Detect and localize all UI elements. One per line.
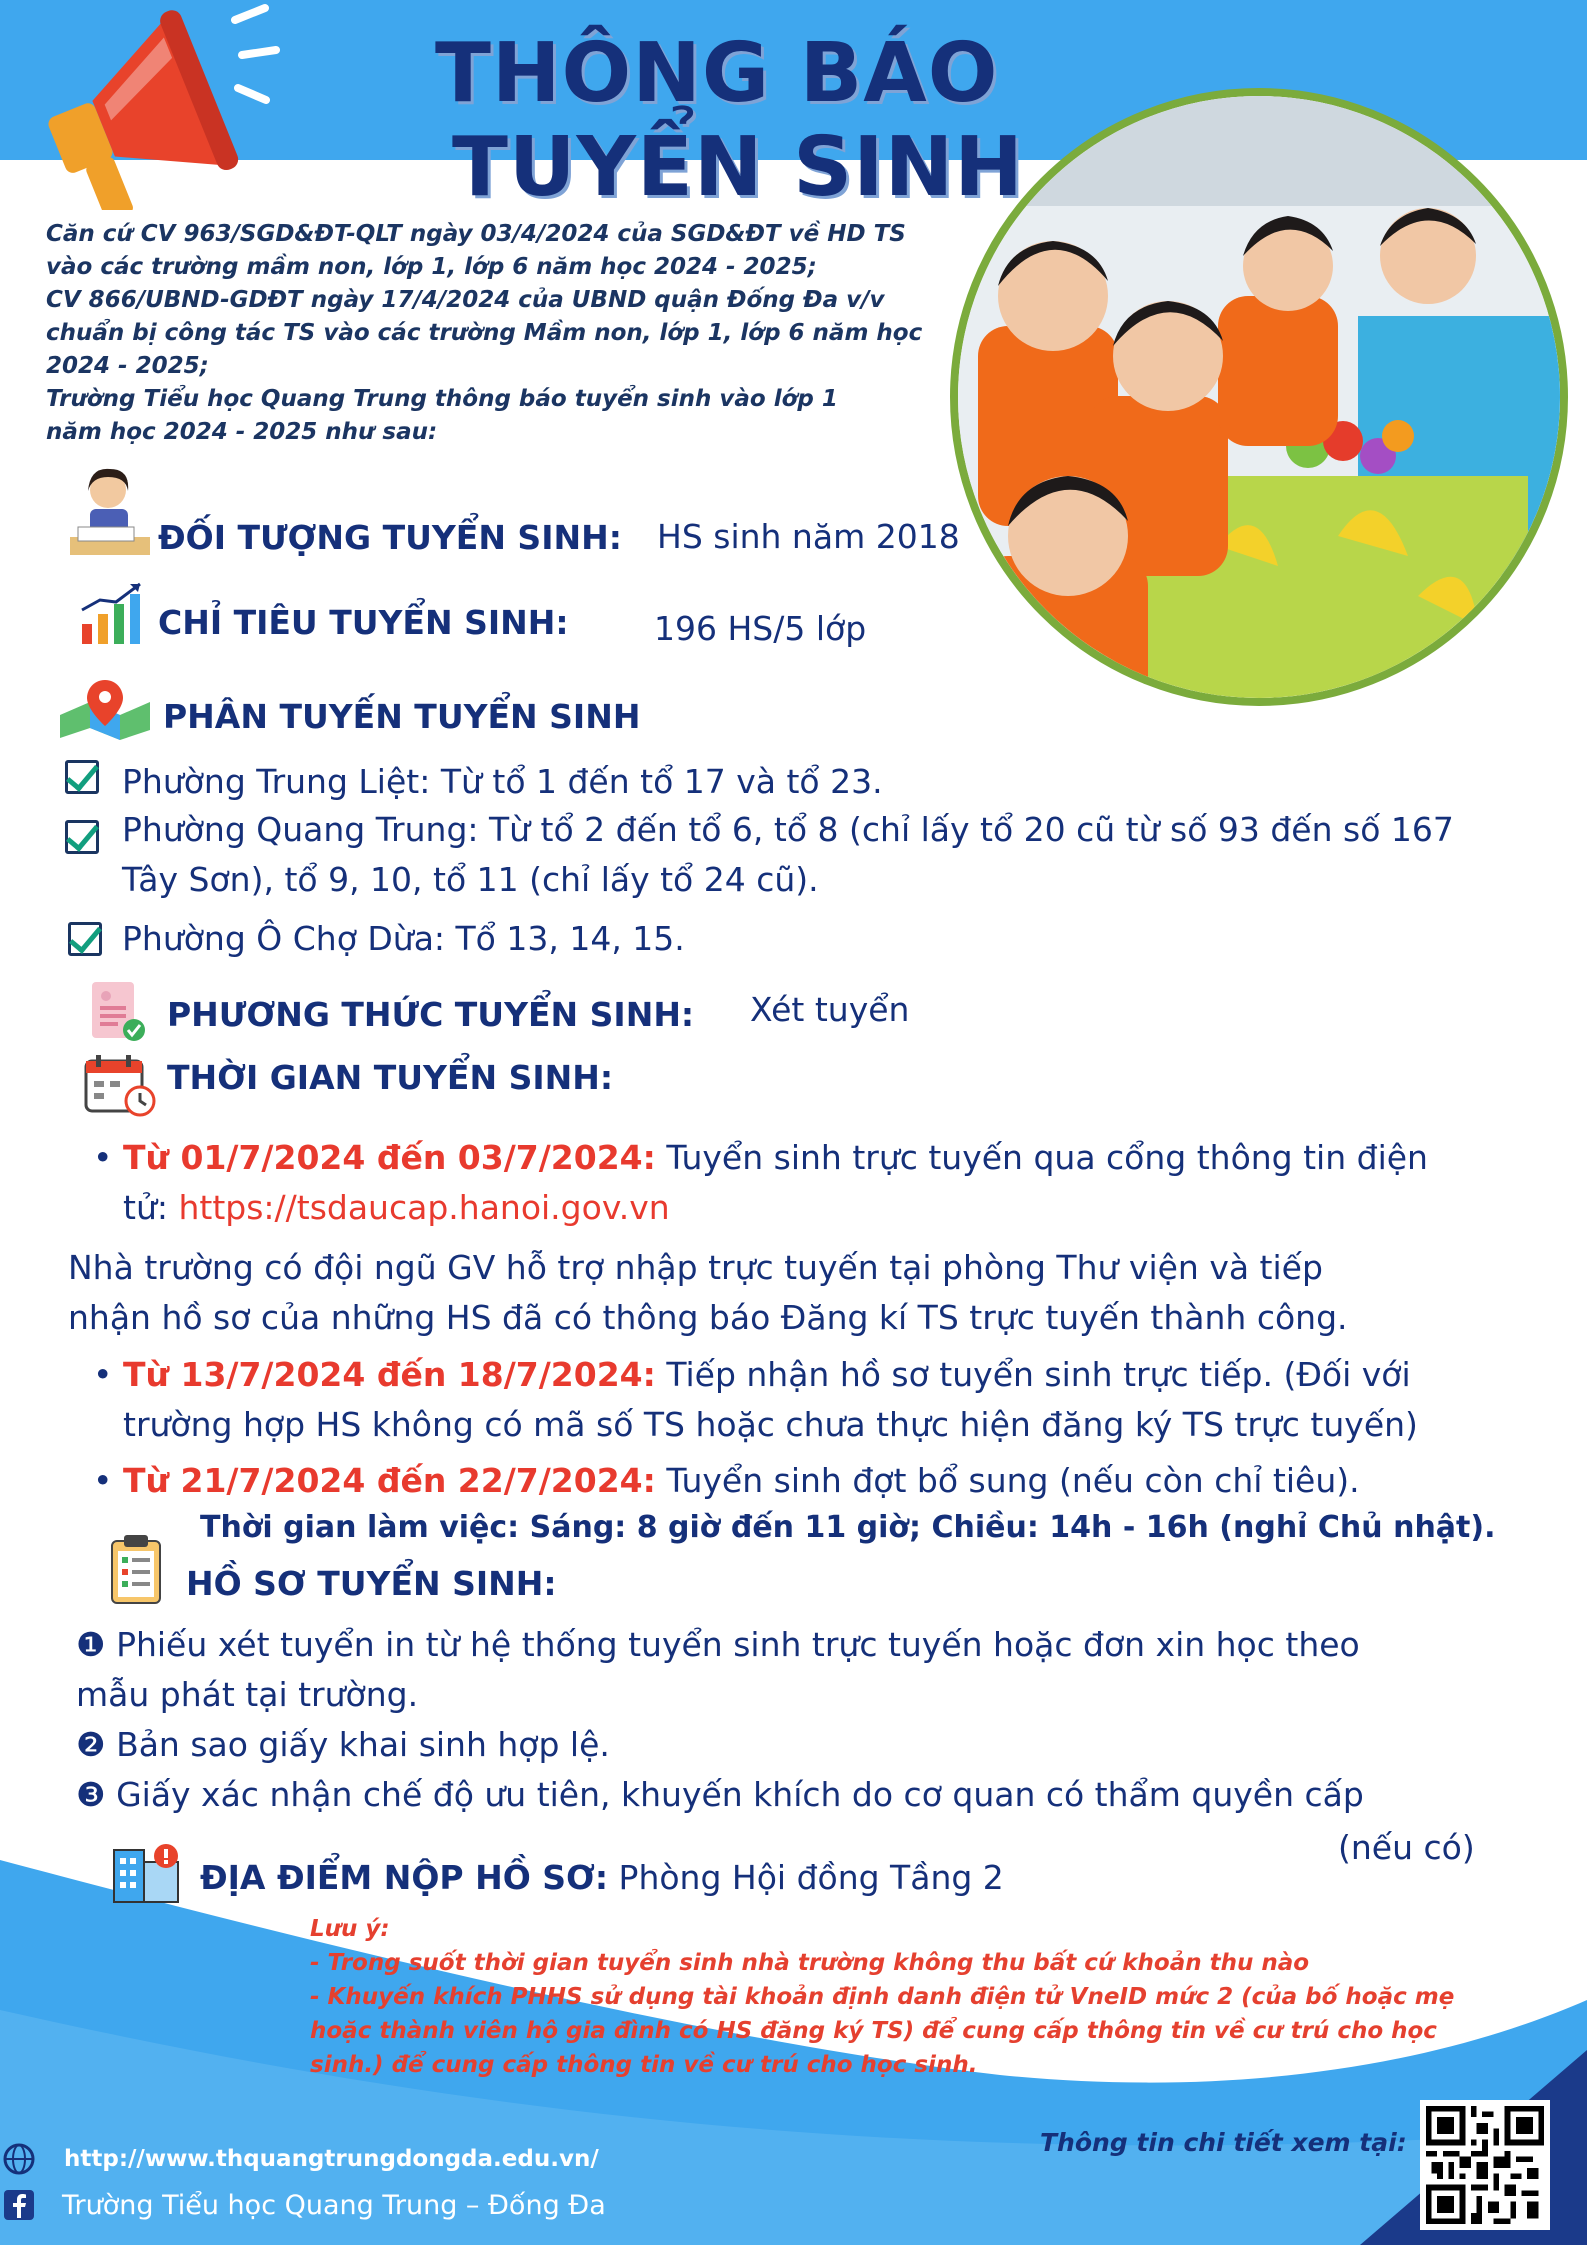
qr-code[interactable] (1420, 2100, 1550, 2230)
calendar-clock-icon (84, 1055, 156, 1117)
students-photo (950, 88, 1568, 706)
checklist-document-icon (90, 980, 146, 1042)
note-line-4: sinh.) để cung cấp thông tin về cư trú cho học sinh. (310, 2052, 978, 2078)
phuong-thuc-label: PHƯƠNG THỨC TUYỂN SINH: (167, 995, 695, 1034)
chi-tieu-value: 196 HS/5 lớp (654, 609, 867, 648)
phan-tuyen-item-1: Phường Trung Liệt: Từ tổ 1 đến tổ 17 và tổ 23. (122, 762, 883, 801)
dia-diem-value: Phòng Hội đồng Tầng 2 (608, 1858, 1004, 1897)
note-line-3: hoặc thành viên hộ gia đình có HS đăng ký TS) để cung cấp thông tin về cư trú cho học (310, 2018, 1437, 2044)
support-paragraph (68, 1243, 1548, 1343)
bar-chart-icon (78, 580, 146, 648)
ho-so-item-3-suffix: (nếu có) (1338, 1828, 1475, 1867)
check-icon (68, 922, 102, 956)
timeline-item-3 (123, 1456, 1563, 1506)
megaphone-icon (20, 0, 280, 210)
support-line-2: nhận hồ sơ của những HS đã có thông báo Đăng kí TS trực tuyến thành công. (68, 1298, 1348, 1337)
phan-tuyen-item-2-line1: Phường Quang Trung: Từ tổ 2 đến tổ 6, tổ 8 (chỉ lấy tổ 20 cũ từ số 93 đến số 167 (122, 810, 1454, 849)
ho-so-item-1-line2: mẫu phát tại trường. (76, 1675, 419, 1714)
timeline-text-2: Tiếp nhận hồ sơ tuyển sinh trực tiếp. (Đối với (655, 1355, 1411, 1394)
timeline-date-3: Từ 21/7/2024 đến 22/7/2024: (123, 1461, 656, 1500)
intro-text (46, 218, 986, 449)
timeline-prefix-1: tử: (123, 1188, 179, 1227)
intro-line: Căn cứ CV 963/SGD&ĐT-QLT ngày 03/4/2024 của SGD&ĐT về HD TS (46, 221, 906, 247)
facebook-icon (4, 2190, 34, 2220)
intro-line: Trường Tiểu học Quang Trung thông báo tuyển sinh vào lớp 1 (46, 386, 838, 412)
phan-tuyen-item-3: Phường Ô Chợ Dừa: Tổ 13, 14, 15. (122, 919, 685, 958)
detail-info-label: Thông tin chi tiết xem tại: (1040, 2128, 1407, 2157)
globe-icon (2, 2142, 36, 2176)
dia-diem (200, 1858, 1004, 1897)
check-icon (65, 820, 99, 854)
ho-so-label: HỒ SƠ TUYỂN SINH: (186, 1564, 557, 1603)
note-line-2: - Khuyến khích PHHS sử dụng tài khoản định danh điện tử VneID mức 2 (của bố hoặc mẹ (310, 1984, 1455, 2010)
clipboard-checklist-icon (110, 1535, 162, 1605)
note-line-1: - Trong suốt thời gian tuyển sinh nhà trường không thu bất cứ khoản thu nào (310, 1950, 1310, 1976)
teacher-reading-icon (70, 465, 150, 560)
ho-so-item-3: ❸ Giấy xác nhận chế độ ưu tiên, khuyến khích do cơ quan có thẩm quyền cấp (76, 1775, 1364, 1814)
timeline-date-1: Từ 01/7/2024 đến 03/7/2024: (123, 1138, 656, 1177)
note-block (310, 1912, 1510, 2082)
intro-line: chuẩn bị công tác TS vào các trường Mầm non, lớp 1, lớp 6 năm học (46, 320, 923, 346)
title-line-2: TUYỂN SINH (452, 120, 1024, 215)
facebook-page-link[interactable]: Trường Tiểu học Quang Trung – Đống Đa (62, 2190, 606, 2221)
ho-so-list (76, 1620, 1566, 1820)
support-line-1: Nhà trường có đội ngũ GV hỗ trợ nhập trực tuyến tại phòng Thư viện và tiếp (68, 1248, 1323, 1287)
title-line-1: THÔNG BÁO (435, 26, 999, 121)
dia-diem-label: ĐỊA ĐIỂM NỘP HỒ SƠ: (200, 1858, 609, 1897)
phuong-thuc-value: Xét tuyển (750, 990, 910, 1029)
note-title: Lưu ý: (310, 1916, 390, 1942)
thoi-gian-label: THỜI GIAN TUYỂN SINH: (167, 1058, 614, 1097)
phan-tuyen-label: PHÂN TUYẾN TUYỂN SINH (163, 697, 641, 736)
check-icon (65, 760, 99, 794)
timeline-date-2: Từ 13/7/2024 đến 18/7/2024: (123, 1355, 656, 1394)
chi-tieu-label: CHỈ TIÊU TUYỂN SINH: (158, 603, 569, 642)
building-icon (110, 1840, 184, 1904)
intro-line: 2024 - 2025; (46, 353, 209, 379)
timeline-item-1 (123, 1133, 1563, 1233)
doi-tuong-label: ĐỐI TƯỢNG TUYỂN SINH: (158, 518, 622, 557)
tsdaucap-link[interactable]: https://tsdaucap.hanoi.gov.vn (178, 1188, 670, 1227)
working-hours: Thời gian làm việc: Sáng: 8 giờ đến 11 giờ; Chiều: 14h - 16h (nghỉ Chủ nhật). (200, 1510, 1496, 1545)
intro-line: vào các trường mầm non, lớp 1, lớp 6 năm học 2024 - 2025; (46, 254, 817, 280)
doi-tuong-value: HS sinh năm 2018 (657, 517, 960, 556)
ho-so-item-2: ❷ Bản sao giấy khai sinh hợp lệ. (76, 1725, 610, 1764)
timeline-text-2-line2: trường hợp HS không có mã số TS hoặc chưa thực hiện đăng ký TS trực tuyến) (123, 1405, 1418, 1444)
ho-so-item-1-line1: ❶ Phiếu xét tuyển in từ hệ thống tuyển sinh trực tuyến hoặc đơn xin học theo (76, 1625, 1360, 1664)
timeline-item-2 (123, 1350, 1573, 1450)
intro-line: năm học 2024 - 2025 như sau: (46, 419, 438, 445)
phan-tuyen-item-2-line2: Tây Sơn), tổ 9, 10, tổ 11 (chỉ lấy tổ 24 cũ). (122, 860, 819, 899)
timeline-text-1: Tuyển sinh trực tuyến qua cổng thông tin điện (655, 1138, 1428, 1177)
timeline-text-3: Tuyển sinh đợt bổ sung (nếu còn chỉ tiêu). (655, 1461, 1360, 1500)
phan-tuyen-item-2 (122, 805, 1572, 905)
map-pin-icon (55, 680, 155, 740)
intro-line: CV 866/UBND-GDĐT ngày 17/4/2024 của UBND quận Đống Đa v/v (46, 287, 885, 313)
website-link[interactable]: http://www.thquangtrungdongda.edu.vn/ (64, 2146, 599, 2172)
